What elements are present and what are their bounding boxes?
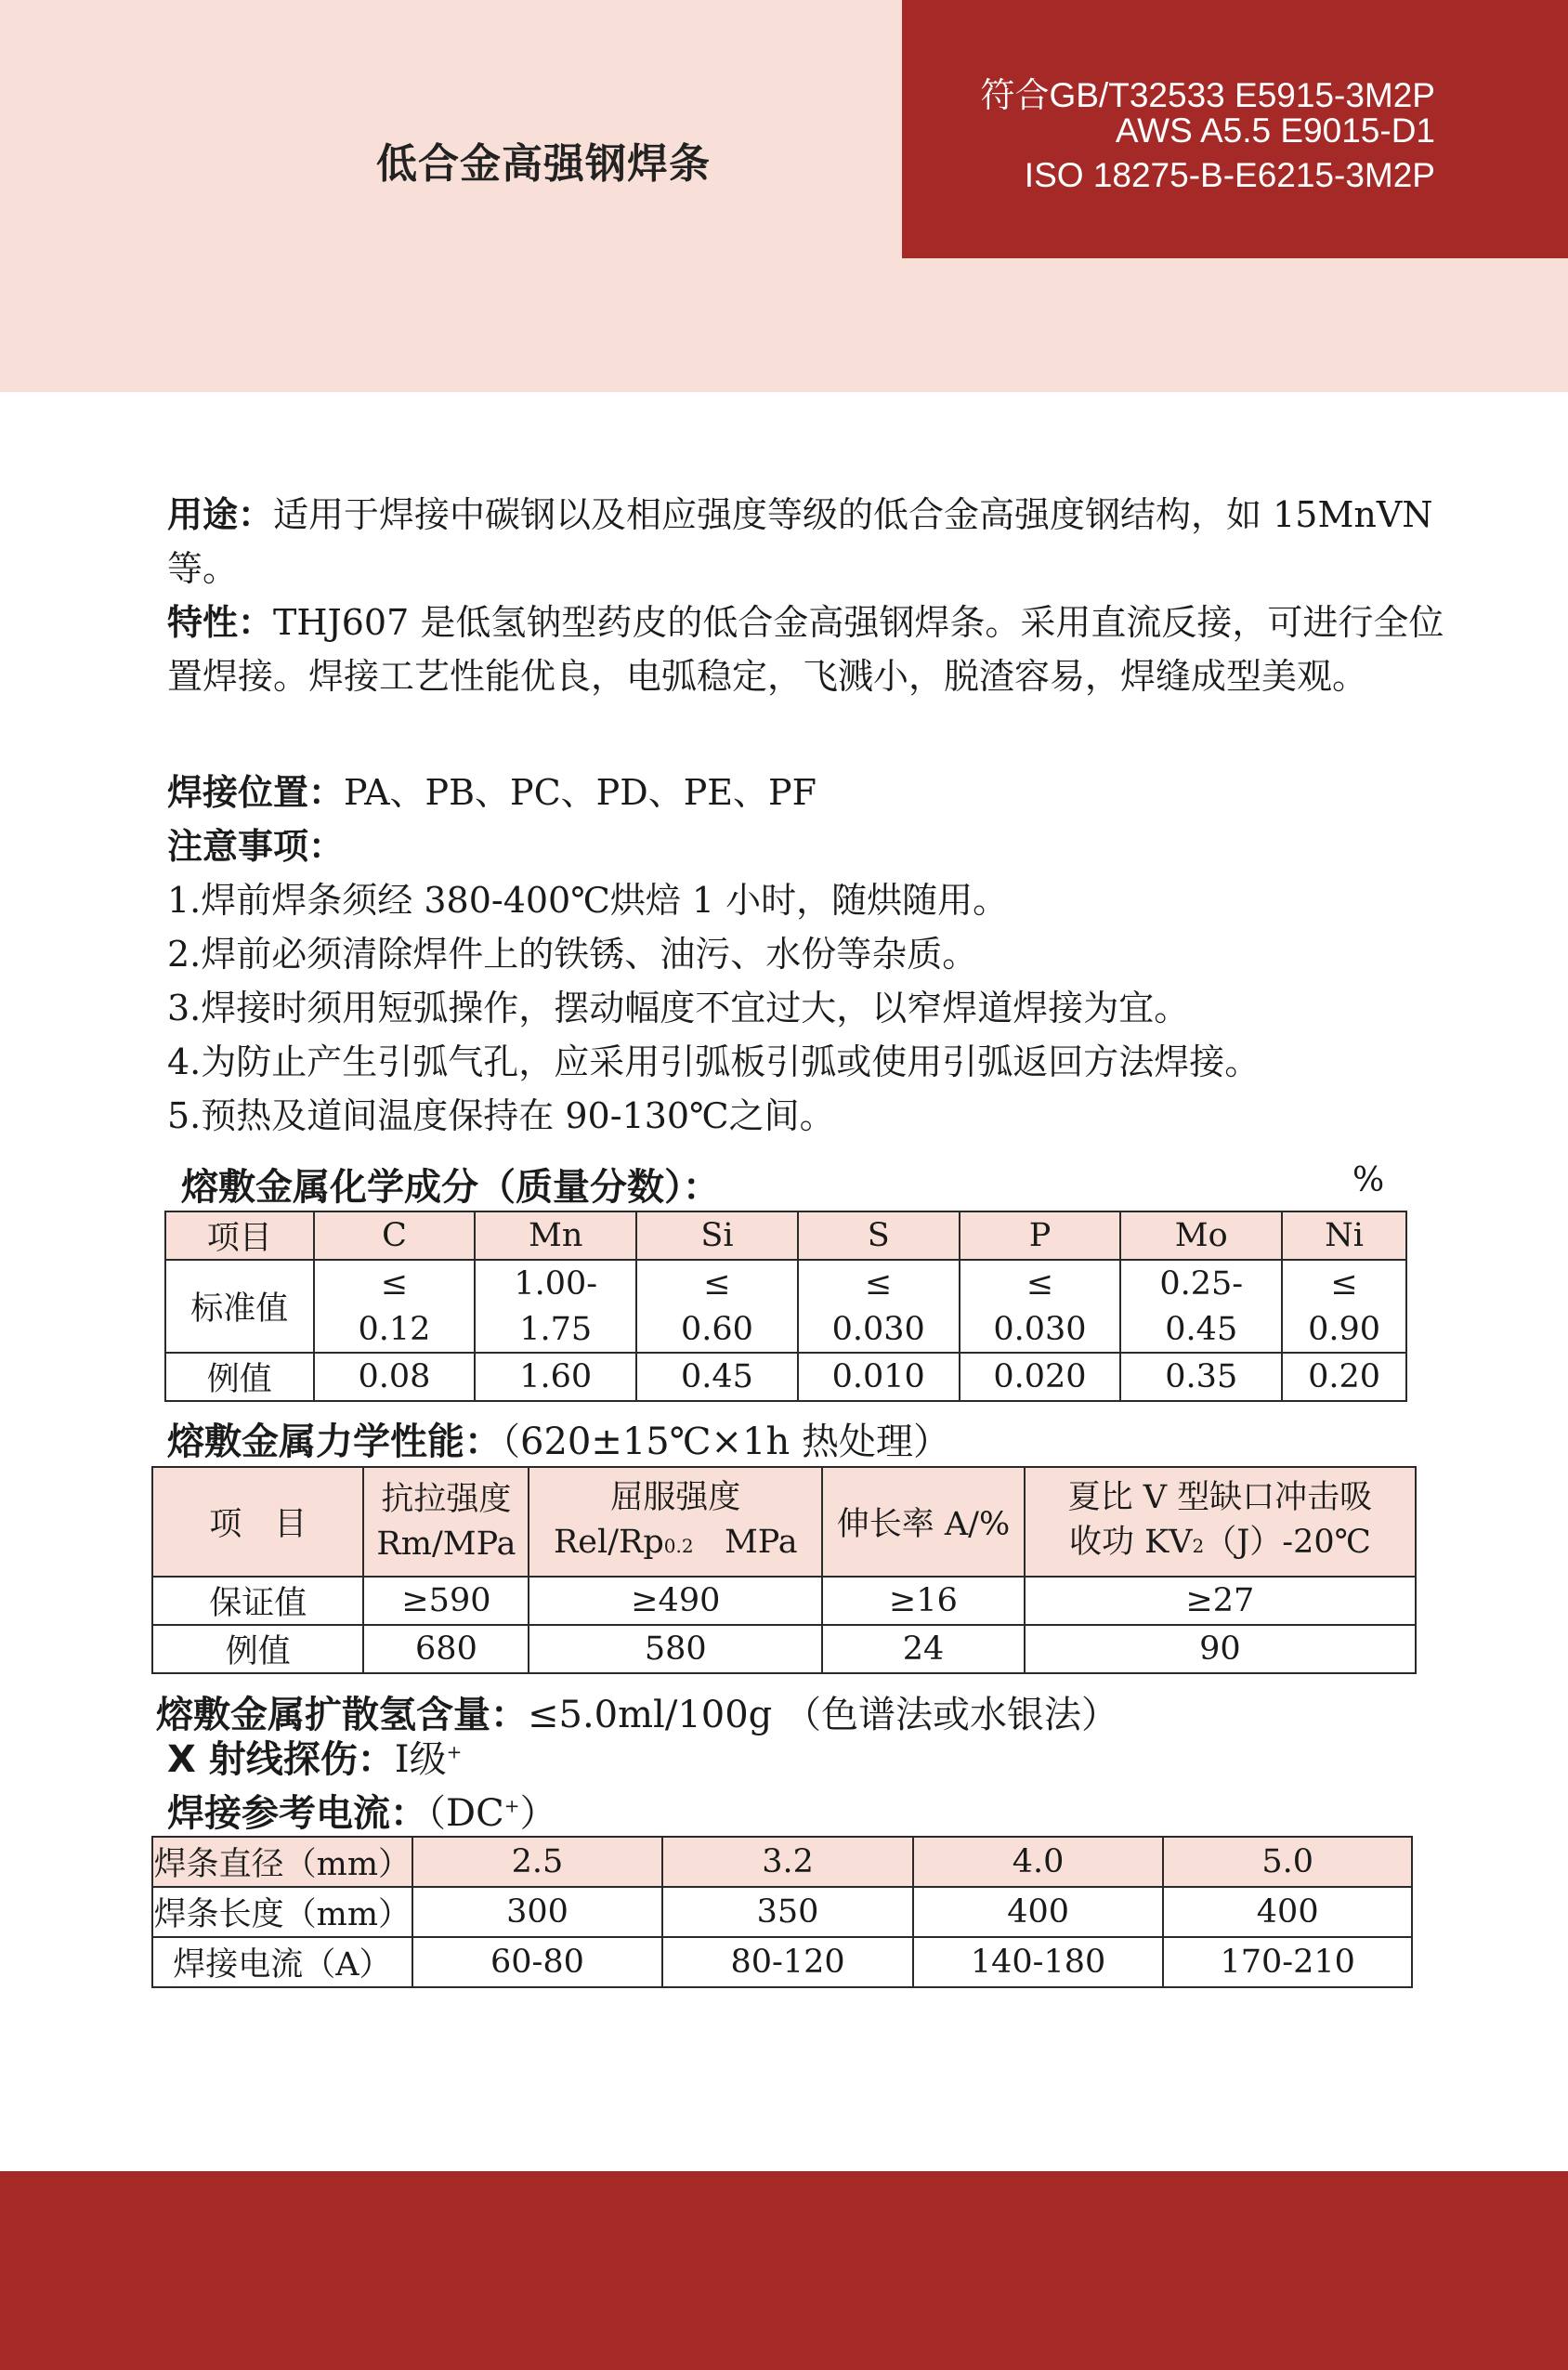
mech-cell: 680: [363, 1625, 529, 1673]
xray-line: X 射线探伤：Ⅰ级+: [167, 1738, 463, 1781]
position-label: 焊接位置：: [167, 772, 345, 813]
chem-cell: 0.90: [1282, 1306, 1406, 1353]
chem-cell: ≤: [798, 1260, 960, 1306]
page-title: 低合金高强钢焊条: [376, 140, 711, 188]
mech-cell: 例值: [152, 1625, 363, 1673]
current-row-length: [152, 1887, 1412, 1937]
chem-cell: 0.45: [1120, 1306, 1282, 1353]
usage-paragraph: [167, 488, 1468, 596]
note-item: 1.焊前焊条须经 380-400℃烘焙 1 小时，随烘随用。: [167, 880, 1009, 921]
current-cell: 焊条长度（mm）: [152, 1887, 412, 1937]
chem-std-label: 标准值: [165, 1260, 314, 1353]
footer-band: [0, 2171, 1568, 2370]
mech-guarantee-row: [152, 1577, 1416, 1625]
mech-cell: 580: [529, 1625, 822, 1673]
mech-header-tensile: 抗拉强度 Rm/MPa: [363, 1467, 529, 1577]
chem-example-row: [165, 1353, 1406, 1401]
usage-text: 适用于焊接中碳钢以及相应强度等级的低合金高强度钢结构，如 15MnVN 等。: [167, 494, 1433, 589]
chem-header-cell: Ni: [1282, 1211, 1406, 1260]
hydrogen-line: 熔敷金属扩散氢含量：≤5.0ml/100g （色谱法或水银法）: [156, 1694, 1118, 1736]
chem-cell: 1.00-: [475, 1260, 636, 1306]
mech-cell: ≥27: [1025, 1577, 1416, 1625]
mech-cell: ≥590: [363, 1577, 529, 1625]
chem-header-cell: 项目: [165, 1211, 314, 1260]
feature-paragraph: [167, 596, 1468, 703]
mech-header-yield: 屈服强度 Rel/Rp0.2 MPa: [529, 1467, 822, 1577]
current-cell: 焊条直径（mm）: [152, 1837, 412, 1887]
chem-cell: 0.25-: [1120, 1260, 1282, 1306]
chem-cell: 0.010: [798, 1353, 960, 1401]
current-table: [151, 1836, 1413, 1988]
mech-header-elongation: 伸长率 A/%: [822, 1467, 1025, 1577]
note-item: 5.预热及道间温度保持在 90-130℃之间。: [167, 1095, 835, 1136]
feature-text: THJ607 是低氢钠型药皮的低合金高强钢焊条。采用直流反接，可进行全位置焊接。焊接工艺性能优良，电弧稳定，飞溅小，脱渣容易，焊缝成型美观。: [167, 602, 1444, 697]
current-cell: 350: [662, 1887, 913, 1937]
position-line: [167, 764, 817, 815]
mech-header-impact: 夏比 V 型缺口冲击吸 收功 KV2（J）-20℃: [1025, 1467, 1416, 1577]
standard-iso: ISO 18275-B-E6215-3M2P: [1024, 156, 1435, 194]
chem-header-cell: Mo: [1120, 1211, 1282, 1260]
current-title: 焊接参考电流：（DC+）: [167, 1792, 557, 1835]
chem-std-row-bottom: [165, 1306, 1406, 1353]
mech-cell: ≥490: [529, 1577, 822, 1625]
feature-label: 特性：: [167, 602, 274, 643]
chem-cell: 0.020: [960, 1353, 1121, 1401]
chem-header-cell: C: [314, 1211, 476, 1260]
notes-label: 注意事项：: [167, 826, 345, 867]
chem-cell: ≤: [1282, 1260, 1406, 1306]
mech-example-row: [152, 1625, 1416, 1673]
chem-header-cell: Mn: [475, 1211, 636, 1260]
chem-cell: 0.030: [798, 1306, 960, 1353]
usage-label: 用途：: [167, 494, 274, 535]
chem-cell: 0.35: [1120, 1353, 1282, 1401]
mech-cell: 24: [822, 1625, 1025, 1673]
current-cell: 2.5: [412, 1837, 663, 1887]
current-cell: 140-180: [913, 1937, 1164, 1987]
chem-header-cell: S: [798, 1211, 960, 1260]
chem-title: 熔敷金属化学成分（质量分数）：: [181, 1166, 720, 1209]
position-text: PA、PB、PC、PD、PE、PF: [344, 772, 817, 813]
note-item: 2.焊前必须清除焊件上的铁锈、油污、水份等杂质。: [167, 934, 978, 975]
chem-header-cell: P: [960, 1211, 1121, 1260]
current-row-amperage: [152, 1937, 1412, 1987]
note-item: 3.焊接时须用短弧操作，摆动幅度不宜过大，以窄焊道焊接为宜。: [167, 988, 1190, 1028]
chem-cell: 1.75: [475, 1306, 636, 1353]
current-cell: 80-120: [662, 1937, 913, 1987]
chem-cell: ≤: [960, 1260, 1121, 1306]
chem-cell: 1.60: [475, 1353, 636, 1401]
mech-cell: 90: [1025, 1625, 1416, 1673]
chem-table: [164, 1211, 1407, 1402]
mech-table: [151, 1466, 1417, 1674]
current-cell: 5.0: [1163, 1837, 1412, 1887]
current-cell: 60-80: [412, 1937, 663, 1987]
note-item: 4.为防止产生引弧气孔，应采用引弧板引弧或使用引弧返回方法焊接。: [167, 1041, 1261, 1082]
current-row-diameter: [152, 1837, 1412, 1887]
chem-std-row-top: [165, 1260, 1406, 1306]
chem-cell: ≤: [636, 1260, 798, 1306]
current-cell: 400: [913, 1887, 1164, 1937]
mech-cell: ≥16: [822, 1577, 1025, 1625]
chem-header-row: [165, 1211, 1406, 1260]
chem-cell: 0.08: [314, 1353, 476, 1401]
chem-cell: 0.030: [960, 1306, 1121, 1353]
mech-title: 熔敷金属力学性能：（620±15℃×1h 热处理）: [167, 1421, 950, 1463]
standard-aws: AWS A5.5 E9015-D1: [1115, 111, 1435, 150]
standard-gb: 符合GB/T32533 E5915-3M2P: [980, 76, 1435, 114]
current-cell: 焊接电流（A）: [152, 1937, 412, 1987]
standards-box: [902, 0, 1568, 258]
current-cell: 170-210: [1163, 1937, 1412, 1987]
chem-cell: 0.45: [636, 1353, 798, 1401]
chem-unit: %: [1352, 1161, 1385, 1199]
chem-header-cell: Si: [636, 1211, 798, 1260]
chem-cell: ≤: [314, 1260, 476, 1306]
current-cell: 400: [1163, 1887, 1412, 1937]
mech-header-row: [152, 1467, 1416, 1577]
chem-example-label: 例值: [165, 1353, 314, 1401]
chem-cell: 0.60: [636, 1306, 798, 1353]
current-cell: 4.0: [913, 1837, 1164, 1887]
mech-cell: 保证值: [152, 1577, 363, 1625]
current-cell: 3.2: [662, 1837, 913, 1887]
chem-cell: 0.20: [1282, 1353, 1406, 1401]
current-cell: 300: [412, 1887, 663, 1937]
chem-cell: 0.12: [314, 1306, 476, 1353]
mech-header-item: 项 目: [152, 1467, 363, 1577]
